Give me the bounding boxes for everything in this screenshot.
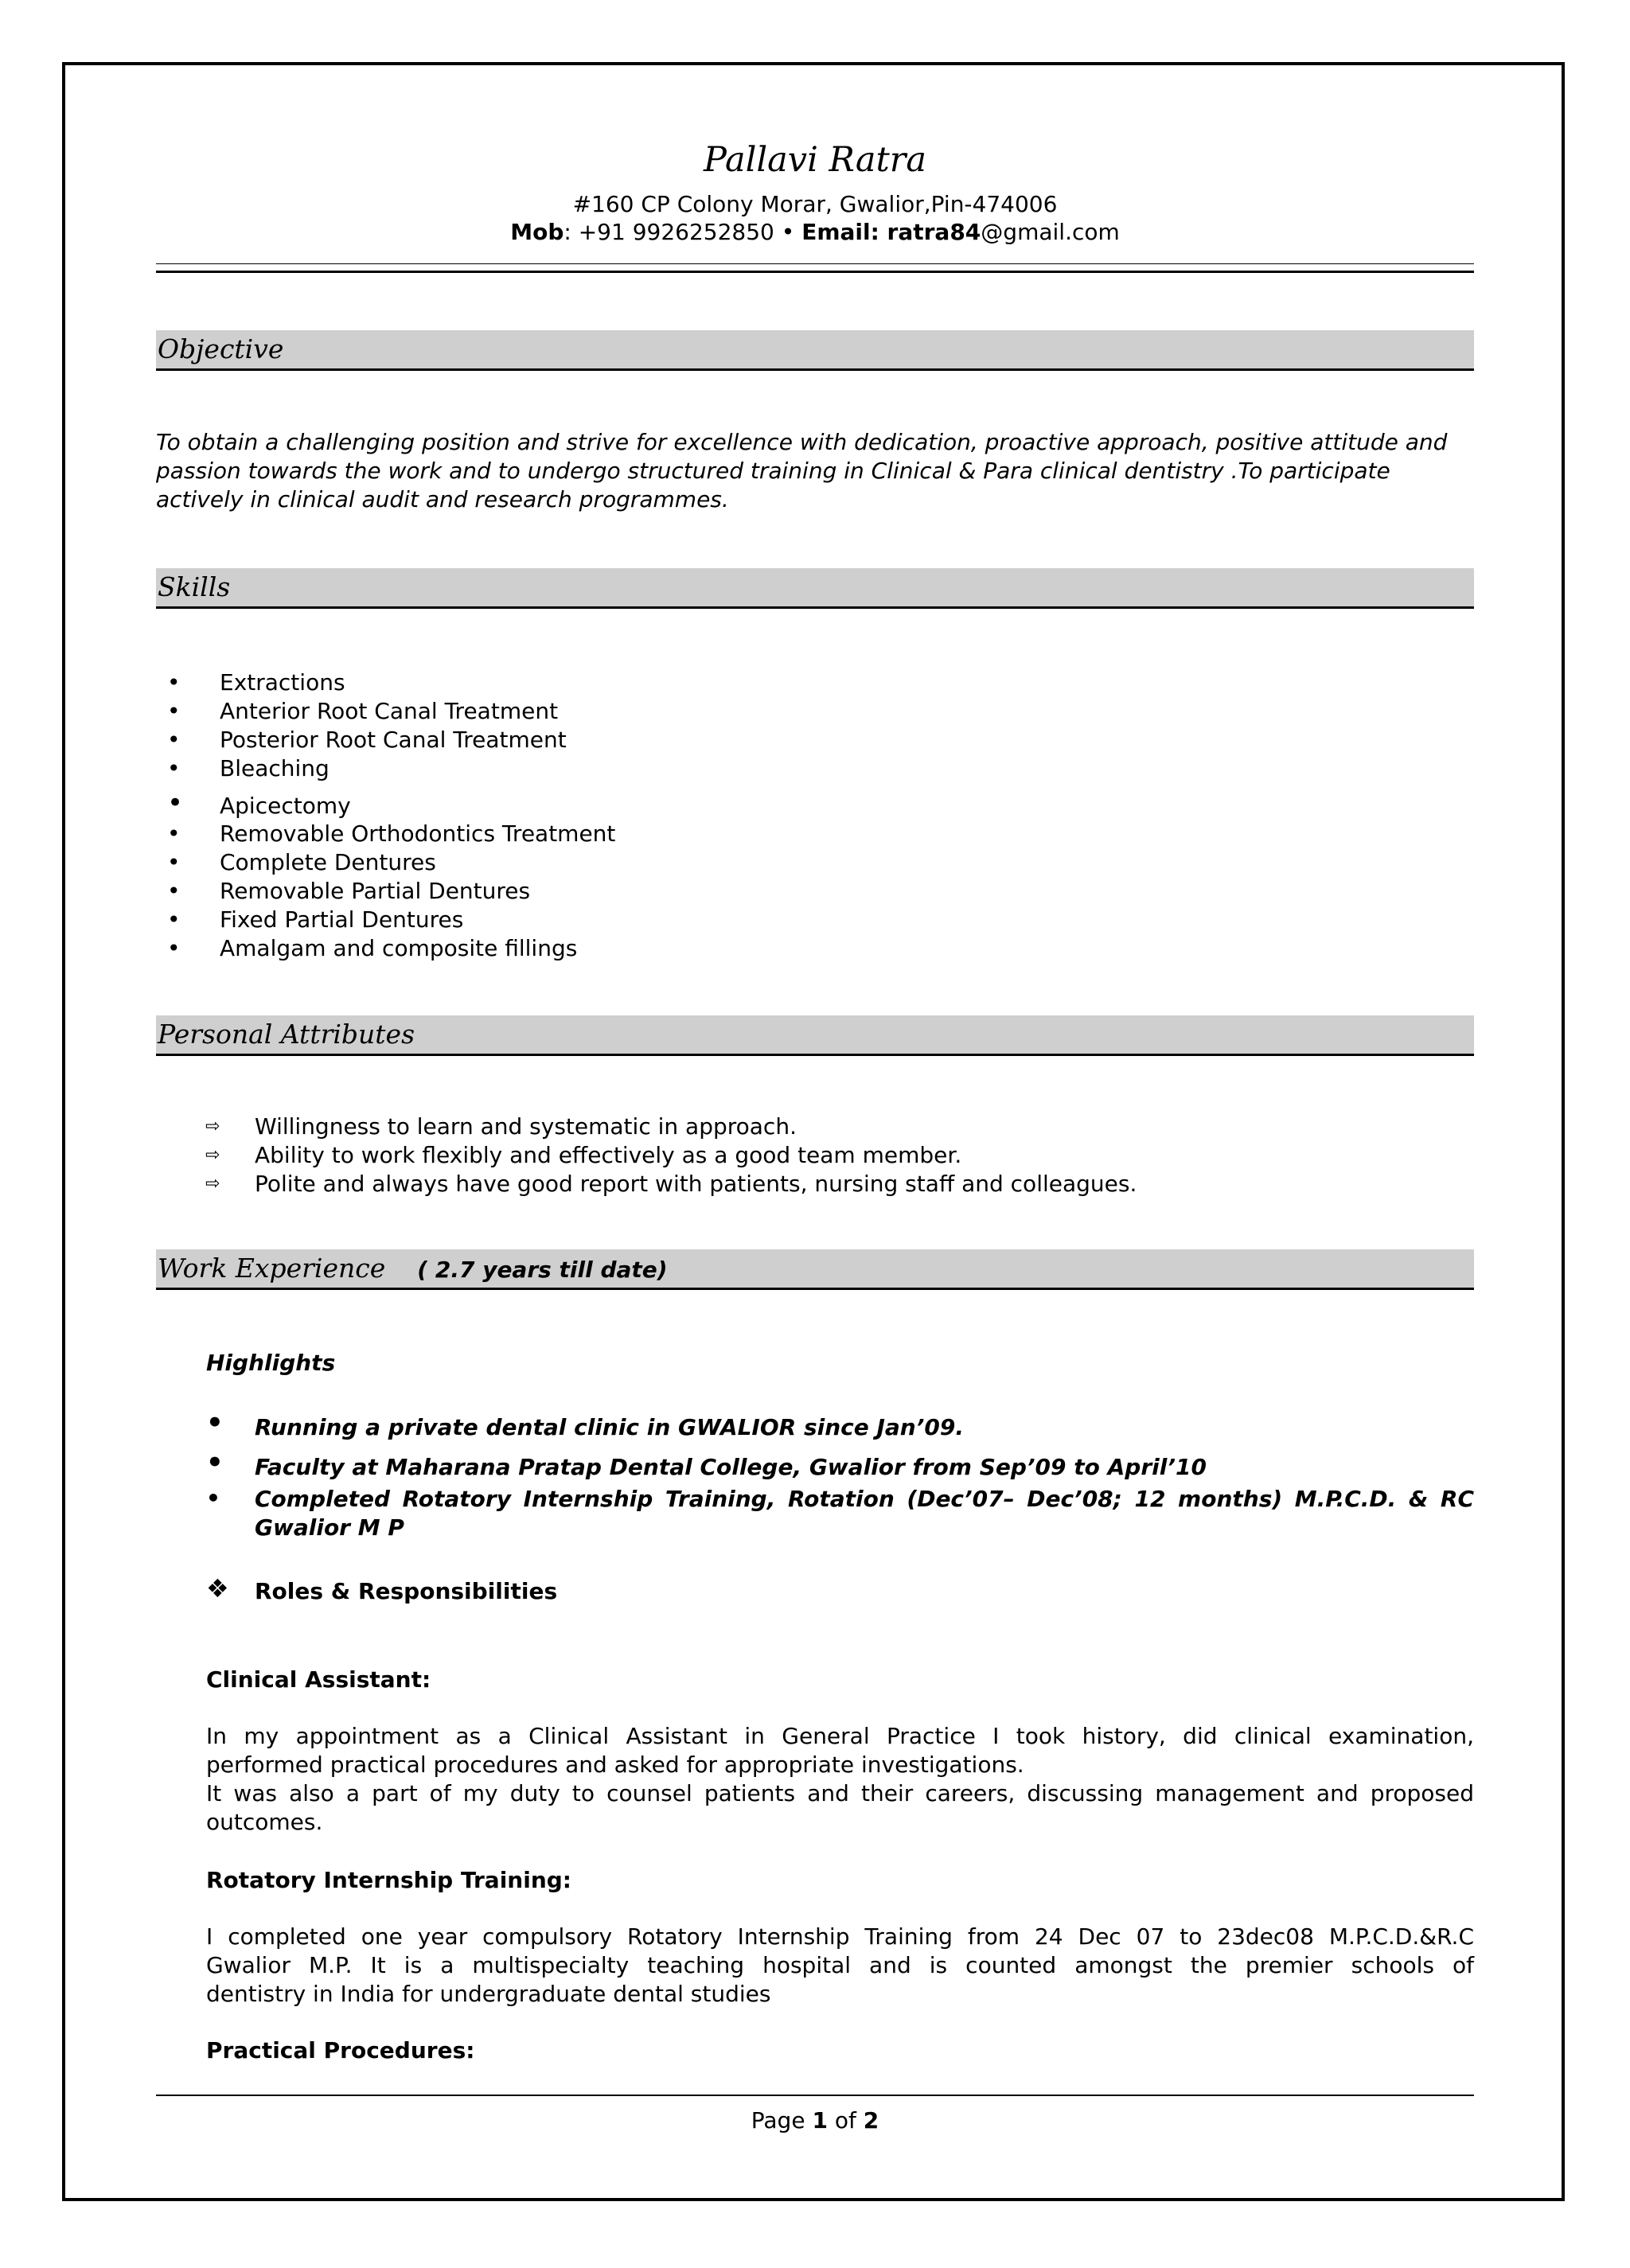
arrow-right-icon: ⇨ bbox=[205, 1116, 220, 1136]
skill-text: Fixed Partial Dentures bbox=[220, 906, 464, 933]
highlight-text: Faculty at Maharana Pratap Dental College, Gwalior from Sep’09 to April’10 bbox=[255, 1454, 1207, 1480]
bullet-icon: • bbox=[167, 669, 181, 696]
contact-line bbox=[156, 219, 1474, 245]
attributes-heading-text: Personal Attributes bbox=[158, 1019, 415, 1050]
clinical-assistant-title: Clinical Assistant: bbox=[206, 1666, 431, 1693]
work-duration: ( 2.7 years till date) bbox=[417, 1257, 668, 1283]
clinical-assistant-text bbox=[206, 1722, 1474, 1837]
objective-heading bbox=[156, 330, 1474, 371]
text-line: Gwalior M.P. It is a multispecialty teaching hospital and is counted amongst the premier schools of bbox=[206, 1952, 1474, 1978]
text-line: dentistry in India for undergraduate dental studies bbox=[206, 1981, 771, 2007]
skill-text: Apicectomy bbox=[220, 793, 351, 819]
skill-text: Removable Orthodontics Treatment bbox=[220, 820, 616, 847]
attribute-text: Ability to work flexibly and effectively as a good team member. bbox=[255, 1142, 962, 1168]
internship-text bbox=[206, 1923, 1474, 2009]
highlight-text: Completed Rotatory Internship Training, Rotation (Dec’07– Dec’08; 12 months) M.P.C.D. & RC Gwalior M P bbox=[255, 1486, 1474, 1541]
header-rule-thin bbox=[156, 263, 1474, 264]
footer-rule bbox=[156, 2095, 1474, 2096]
bullet-icon: • bbox=[167, 878, 181, 904]
bullet-icon: • bbox=[167, 727, 181, 753]
page-of-label: of bbox=[827, 2107, 864, 2134]
skills-heading bbox=[156, 568, 1474, 609]
work-heading bbox=[156, 1249, 1474, 1290]
objective-heading-text: Objective bbox=[158, 333, 284, 364]
skill-text: Removable Partial Dentures bbox=[220, 878, 531, 904]
diamond-bullet-icon: ❖ bbox=[206, 1573, 229, 1604]
mob-label: Mob bbox=[510, 219, 564, 245]
text-line: I completed one year compulsory Rotatory Internship Training from 24 Dec 07 to 23dec08 M.P.C.D.&R.C bbox=[206, 1923, 1474, 1950]
skill-text: Extractions bbox=[220, 669, 345, 696]
bullet-icon: • bbox=[167, 906, 181, 933]
text-line: outcomes. bbox=[206, 1809, 323, 1835]
page-total: 2 bbox=[863, 2107, 879, 2134]
text-line: In my appointment as a Clinical Assistant in General Practice I took history, did clinical examination, bbox=[206, 1723, 1474, 1749]
bullet-icon: • bbox=[167, 849, 181, 875]
page-number bbox=[156, 2107, 1474, 2134]
text-line: performed practical procedures and asked for appropriate investigations. bbox=[206, 1752, 1024, 1778]
skill-text: Complete Dentures bbox=[220, 849, 436, 875]
internship-title: Rotatory Internship Training: bbox=[206, 1867, 571, 1893]
attribute-text: Polite and always have good report with patients, nursing staff and colleagues. bbox=[255, 1171, 1137, 1197]
page-current: 1 bbox=[812, 2107, 828, 2134]
mob-value: : +91 9926252850 • bbox=[563, 219, 802, 245]
bullet-icon: • bbox=[167, 935, 181, 961]
bullet-icon: • bbox=[206, 1485, 220, 1511]
page-label: Page bbox=[751, 2107, 813, 2134]
highlight-text: Running a private dental clinic in GWALIOR since Jan’09. bbox=[255, 1414, 964, 1440]
procedures-title: Practical Procedures: bbox=[206, 2037, 475, 2063]
arrow-right-icon: ⇨ bbox=[205, 1174, 220, 1194]
email-domain: @gmail.com bbox=[981, 219, 1120, 245]
attributes-heading bbox=[156, 1015, 1474, 1056]
skill-text: Posterior Root Canal Treatment bbox=[220, 727, 567, 753]
bullet-icon: • bbox=[206, 1447, 224, 1479]
email-user: ratra84 bbox=[887, 219, 981, 245]
email-label: Email: bbox=[801, 219, 887, 245]
bullet-icon: • bbox=[167, 698, 181, 724]
roles-heading-text: Roles & Responsibilities bbox=[255, 1578, 558, 1604]
header-rule-thick bbox=[156, 271, 1474, 273]
objective-text: To obtain a challenging position and strive for excellence with dedication, proactive approach, positive attitude and passion towards the work and to undergo structured training in Clinical & Para clinical dentistry .To participate actively in clinical audit and research programmes. bbox=[156, 429, 1448, 512]
skill-text: Bleaching bbox=[220, 755, 330, 781]
text-line: It was also a part of my duty to counsel patients and their careers, discussing management and proposed bbox=[206, 1780, 1474, 1806]
address: #160 CP Colony Morar, Gwalior,Pin-474006 bbox=[572, 191, 1058, 217]
skill-text: Amalgam and composite fillings bbox=[220, 935, 578, 961]
bullet-icon: • bbox=[206, 1407, 224, 1439]
arrow-right-icon: ⇨ bbox=[205, 1145, 220, 1165]
attribute-text: Willingness to learn and systematic in approach. bbox=[255, 1113, 797, 1140]
bullet-icon: • bbox=[167, 755, 181, 781]
bullet-icon: • bbox=[167, 820, 181, 847]
work-heading-text: Work Experience bbox=[158, 1253, 386, 1284]
highlights-title: Highlights bbox=[206, 1350, 336, 1376]
skills-heading-text: Skills bbox=[158, 571, 231, 602]
candidate-name: Pallavi Ratra bbox=[704, 140, 926, 180]
skill-text: Anterior Root Canal Treatment bbox=[220, 698, 559, 724]
bullet-icon: • bbox=[167, 787, 184, 819]
